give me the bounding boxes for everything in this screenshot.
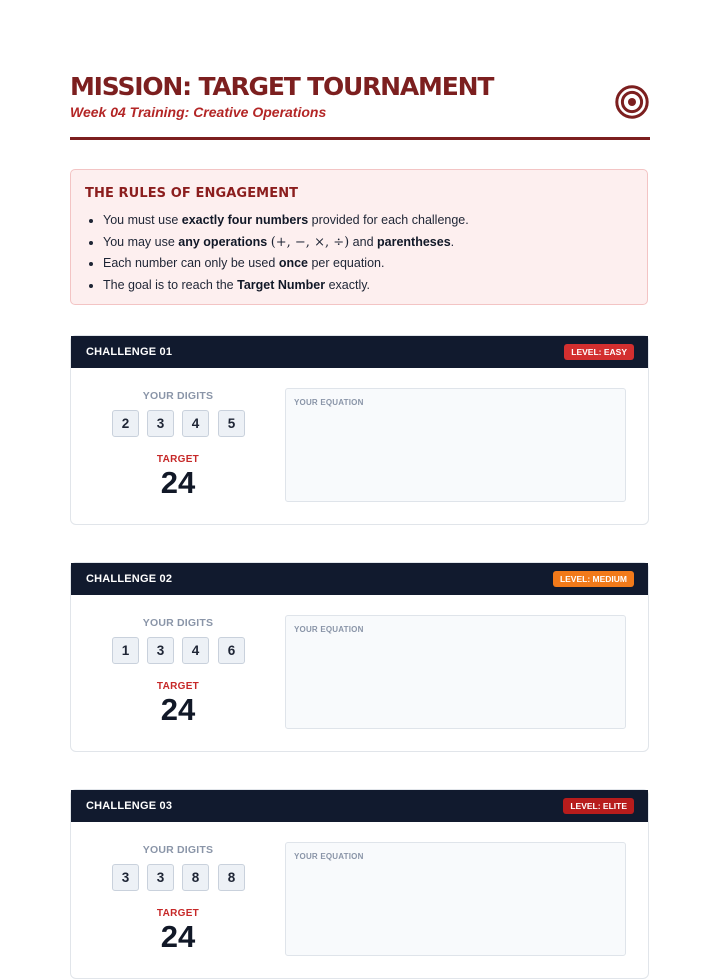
digit-tile: 8	[218, 864, 245, 891]
challenge-header	[71, 336, 648, 368]
equation-label: YOUR EQUATION	[294, 852, 364, 861]
target-number: 24	[160, 465, 196, 500]
equation-field[interactable]	[285, 388, 626, 502]
digit-tile: 3	[147, 410, 174, 437]
challenge-label: CHALLENGE 03	[86, 800, 173, 812]
level-badge: LEVEL: MEDIUM	[553, 571, 634, 587]
equation-label: YOUR EQUATION	[294, 398, 364, 407]
digit-tile: 3	[112, 864, 139, 891]
equation-label: YOUR EQUATION	[294, 625, 364, 634]
digit-tile: 6	[218, 637, 245, 664]
challenge-header	[71, 563, 648, 595]
challenge-card-02	[70, 562, 649, 752]
digit-row	[112, 637, 246, 665]
rules-list	[85, 210, 633, 296]
digit-tile: 8	[182, 864, 209, 891]
header	[70, 70, 650, 142]
digit-tile: 4	[182, 637, 209, 664]
digit-tile: 3	[147, 864, 174, 891]
rule-item: • Each number can only be used once per equation.	[103, 253, 633, 275]
target-icon	[615, 85, 649, 119]
challenge-card-01	[70, 335, 649, 525]
page-subtitle: Week 04 Training: Creative Operations	[70, 104, 327, 120]
digit-tile: 3	[147, 637, 174, 664]
digits-label: YOUR DIGITS	[142, 617, 214, 629]
target-label: TARGET	[156, 681, 200, 692]
digit-tile: 2	[112, 410, 139, 437]
rule-item: • You must use exactly four numbers provided for each challenge.	[103, 210, 633, 232]
digit-tile: 1	[112, 637, 139, 664]
challenge-label: CHALLENGE 01	[86, 346, 173, 358]
target-number: 24	[160, 692, 196, 727]
target-number: 24	[160, 919, 196, 954]
digit-row	[112, 864, 246, 892]
challenge-header	[71, 790, 648, 822]
digits-label: YOUR DIGITS	[142, 390, 214, 402]
rule-item: • You may use any operations (+, −, ×, ÷) and parentheses.	[103, 232, 633, 254]
challenge-label: CHALLENGE 02	[86, 573, 173, 585]
rule-item: • The goal is to reach the Target Number exactly.	[103, 275, 633, 297]
equation-field[interactable]	[285, 615, 626, 729]
header-divider	[70, 137, 650, 140]
rules-heading: THE RULES OF ENGAGEMENT	[85, 186, 299, 201]
equation-field[interactable]	[285, 842, 626, 956]
challenge-card-03	[70, 789, 649, 979]
target-label: TARGET	[156, 908, 200, 919]
digit-row	[112, 410, 246, 438]
level-badge: LEVEL: EASY	[564, 344, 634, 360]
digits-label: YOUR DIGITS	[142, 844, 214, 856]
operations-symbols: (+, −, ×, ÷)	[270, 234, 350, 250]
page-title: MISSION: TARGET TOURNAMENT	[70, 72, 494, 101]
level-badge: LEVEL: ELITE	[563, 798, 634, 814]
digit-tile: 5	[218, 410, 245, 437]
target-label: TARGET	[156, 454, 200, 465]
rules-box	[70, 169, 648, 305]
digit-tile: 4	[182, 410, 209, 437]
